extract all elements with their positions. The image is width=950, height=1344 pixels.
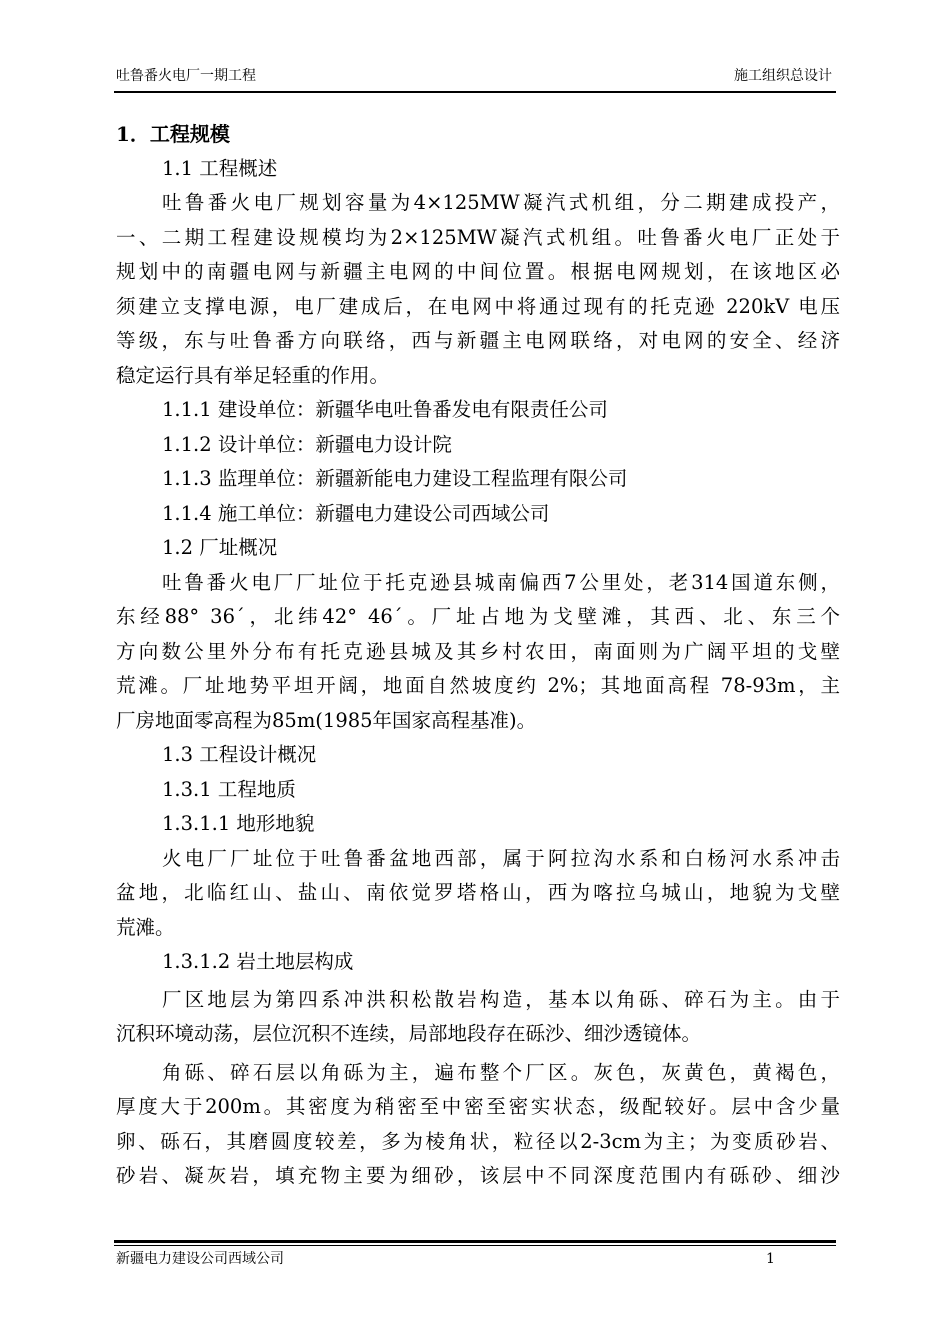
heading-1-3-1: 1.3.1 工程地质 <box>162 777 296 801</box>
paragraph-line: 吐鲁番火电厂规划容量为4×125MW凝汽式机组，分二期建成投产， <box>162 191 840 214</box>
header-document-type: 施工组织总设计 <box>734 68 832 84</box>
paragraph-gravel <box>116 1056 840 1194</box>
paragraph-line: 东经88° 36´，北纬42° 46´。厂址占地为戈壁滩，其西、北、东三个 <box>116 605 840 628</box>
paragraph-line: 一、二期工程建设规模均为2×125MW凝汽式机组。吐鲁番火电厂正处于 <box>116 225 840 249</box>
paragraph-line: 荒滩。厂址地势平坦开阔，地面自然坡度约 2%；其地面高程 78-93m，主 <box>116 674 840 697</box>
paragraph-line: 吐鲁番火电厂厂址位于托克逊县城南偏西7公里处，老314国道东侧， <box>162 570 840 594</box>
heading-1-1-1: 1.1.1 建设单位：新疆华电吐鲁番发电有限责任公司 <box>162 398 608 421</box>
paragraph-line: 规划中的南疆电网与新疆主电网的中间位置。根据电网规划，在该地区必 <box>116 260 840 283</box>
heading-1-3-1-2: 1.3.1.2 岩土地层构成 <box>162 950 354 973</box>
paragraph-line: 火电厂厂址位于吐鲁番盆地西部，属于阿拉沟水系和白杨河水系冲击 <box>162 846 840 870</box>
heading-1-1-3: 1.1.3 监理单位：新疆新能电力建设工程监理有限公司 <box>162 467 628 490</box>
paragraph-strata <box>116 983 840 1052</box>
paragraph-line: 厂区地层为第四系冲洪积松散岩构造，基本以角砾、碎石为主。由于 <box>162 987 840 1011</box>
paragraph-line: 盆地，北临红山、盐山、南依觉罗塔格山，西为喀拉乌城山，地貌为戈壁 <box>116 881 840 904</box>
paragraph-line: 砂岩、凝灰岩，填充物主要为细砂，该层中不同深度范围内有砾砂、细沙 <box>116 1164 840 1187</box>
heading-1-2: 1.2 厂址概况 <box>162 536 278 559</box>
header-rule <box>114 91 836 93</box>
paragraph-line: 须建立支撑电源，电厂建成后，在电网中将通过现有的托克逊 220kV 电压 <box>116 294 840 318</box>
paragraph-line: 卵、砾石，其磨圆度较差，多为棱角状，粒径以2-3cm为主；为变质砂岩、 <box>116 1129 840 1153</box>
paragraph-line: 沉积环境动荡，层位沉积不连续，局部地段存在砾沙、细沙透镜体。 <box>116 1022 702 1045</box>
section-title: 1．工程规模 <box>116 122 230 146</box>
heading-1-1: 1.1 工程概述 <box>162 156 278 180</box>
paragraph-landform <box>116 842 840 946</box>
page-number: 1 <box>766 1251 775 1267</box>
heading-1-3: 1.3 工程设计概况 <box>162 743 317 766</box>
document-body <box>116 117 840 1194</box>
paragraph-line: 等级，东与吐鲁番方向联络，西与新疆主电网联络，对电网的安全、经济 <box>116 329 840 352</box>
paragraph-overview <box>116 186 840 393</box>
footer-company: 新疆电力建设公司西域公司 <box>116 1251 284 1267</box>
paragraph-line: 稳定运行具有举足轻重的作用。 <box>116 363 390 387</box>
paragraph-site <box>116 566 840 739</box>
paragraph-line: 荒滩。 <box>116 915 175 939</box>
paragraph-line: 厚度大于200m。其密度为稍密至中密至密实状态，级配较好。层中含少量 <box>116 1095 840 1118</box>
paragraph-line: 厂房地面零高程为85m(1985年国家高程基准)。 <box>116 708 537 732</box>
header-project-name: 吐鲁番火电厂一期工程 <box>116 68 256 84</box>
heading-1-1-2: 1.1.2 设计单位：新疆电力设计院 <box>162 432 452 456</box>
footer-rule-thick <box>114 1240 836 1243</box>
paragraph-line: 方向数公里外分布有托克逊县城及其乡村农田，南面则为广阔平坦的戈壁 <box>116 639 840 663</box>
heading-1-3-1-1: 1.3.1.1 地形地貌 <box>162 812 315 835</box>
paragraph-line: 角砾、碎石层以角砾为主，遍布整个厂区。灰色，灰黄色，黄褐色， <box>162 1060 840 1084</box>
heading-1-1-4: 1.1.4 施工单位：新疆电力建设公司西域公司 <box>162 501 550 525</box>
footer-rule-thin <box>114 1245 836 1246</box>
